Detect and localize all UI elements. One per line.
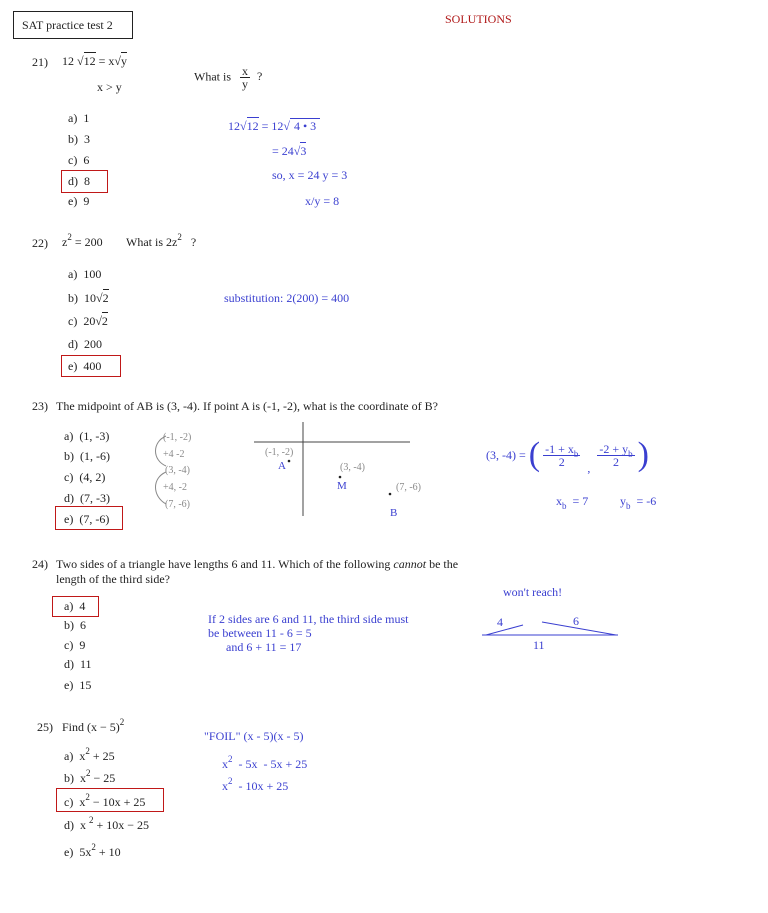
- question-number: 24): [32, 557, 48, 571]
- choice-a[interactable]: a) 4: [64, 599, 86, 613]
- q21-solution-line-4: x/y = 8: [305, 194, 340, 208]
- choice-e[interactable]: e) 400: [68, 359, 102, 373]
- test-title: SAT practice test 2: [22, 18, 113, 32]
- midpoint-formula: (3, -4) = ( $\frac{-1 + x_b}{2}$ , $\frac{-2 + y_b}{2}$ ): [486, 436, 649, 475]
- triangle-caption: won't reach!: [503, 585, 563, 599]
- left-paren: (: [528, 436, 541, 473]
- fraction-y: $\frac{-2 + y_b}{2}$: [599, 441, 633, 469]
- question-number: 23): [32, 399, 48, 413]
- correct-answer-box: [61, 355, 121, 377]
- choice-b[interactable]: b) 10√2: [68, 291, 109, 305]
- solutions-label: SOLUTIONS: [445, 12, 512, 26]
- q22-equation: $z^2 = 200$: [62, 232, 103, 249]
- point-m-label: M: [337, 480, 347, 492]
- point-a-coord: (-1, -2): [265, 447, 294, 458]
- radical-icon: √: [96, 291, 103, 305]
- fraction-x: $\frac{-1 + x_b}{2}$: [545, 441, 579, 469]
- question-number: 22): [32, 236, 48, 250]
- radical-icon: √: [77, 54, 84, 68]
- q21-equation: 12 √12 = x√y: [62, 54, 127, 68]
- q25-solution-line-1: "FOIL" (x - 5)(x - 5): [204, 729, 304, 743]
- choice-b[interactable]: b) $x^2 - 25$: [64, 768, 116, 785]
- fraction: $\frac{x}{y}$: [242, 64, 248, 91]
- choice-c[interactable]: c) $x^2 - 10x + 25$: [64, 792, 146, 809]
- q24-line-2: length of the third side?: [56, 572, 170, 586]
- step-line: (7, -6): [165, 499, 190, 510]
- radical-icon: √: [293, 144, 301, 158]
- choice-b[interactable]: b) 6: [64, 618, 86, 632]
- q24-solution-line-3: and 6 + 11 = 17: [226, 640, 302, 654]
- radical-icon: √: [240, 119, 247, 133]
- point-b-label: B: [390, 507, 398, 519]
- correct-answer-box: [56, 788, 164, 812]
- correct-answer-box: [61, 170, 108, 193]
- step-line: +4 -2: [163, 449, 185, 460]
- triangle-side-left: 4: [497, 615, 503, 629]
- xb-result: $x_b = 7$: [556, 494, 589, 511]
- q21-condition: x > y: [97, 80, 122, 94]
- q22-solution: substitution: 2(200) = 400: [224, 291, 350, 305]
- step-line: +4, -2: [163, 482, 187, 493]
- radical-icon: √: [283, 119, 290, 133]
- q21-solution-line-3: so, x = 24 y = 3: [272, 168, 348, 182]
- choice-d[interactable]: d) (7, -3): [64, 491, 110, 505]
- step-line: (3, -4): [165, 465, 190, 476]
- choice-e[interactable]: e) 9: [68, 194, 90, 208]
- q21-solution-line-1: 12√12 = 12√ 4 • 3: [228, 120, 320, 132]
- choice-b[interactable]: b) (1, -6): [64, 449, 110, 463]
- choice-b[interactable]: b) 3: [68, 132, 90, 146]
- question-number: 25): [37, 720, 53, 734]
- q24-solution-line-2: be between 11 - 6 = 5: [208, 626, 312, 640]
- correct-answer-box: [55, 506, 123, 530]
- q23-question: The midpoint of AB is (3, -4). If point A is (-1, -2), what is the coordinate of B?: [56, 399, 438, 413]
- correct-answer-box: [52, 596, 99, 617]
- choice-e[interactable]: e) (7, -6): [64, 512, 110, 526]
- q22-prompt: What is $2z^2$ ?: [126, 232, 197, 249]
- yb-result: $y_b = -6$: [620, 494, 657, 511]
- q25-prompt: Find $(x - 5)^2$: [62, 717, 125, 734]
- step-line: (-1, -2): [163, 432, 192, 443]
- point-m-coord: (3, -4): [340, 462, 365, 473]
- q25-solution-line-2: $x^2 - 5x - 5x + 25$: [222, 754, 308, 771]
- point-b-coord: (7, -6): [396, 482, 421, 493]
- choice-a[interactable]: a) $x^2 + 25$: [64, 746, 115, 763]
- q25-solution-line-3: $x^2 - 10x + 25$: [222, 776, 289, 793]
- question-number: 21): [32, 55, 48, 69]
- q21-solution-line-2: = 24√3: [272, 144, 307, 158]
- choice-c[interactable]: c) (4, 2): [64, 470, 106, 484]
- choice-d[interactable]: d) 200: [68, 337, 102, 351]
- radical-icon: √: [114, 54, 121, 68]
- choice-a[interactable]: a) (1, -3): [64, 429, 110, 443]
- choice-c[interactable]: c) 20√2: [68, 314, 108, 328]
- triangle-base: 11: [533, 638, 545, 652]
- right-paren: ): [637, 436, 649, 473]
- choice-e[interactable]: e) 15: [64, 678, 92, 692]
- choice-e[interactable]: e) $5x^2 + 10$: [64, 842, 121, 859]
- choice-c[interactable]: c) 9: [64, 638, 86, 652]
- point-a-label: A: [278, 460, 286, 472]
- triangle-side-right: 6: [573, 614, 579, 628]
- choice-d[interactable]: d) 8: [68, 174, 90, 188]
- choice-a[interactable]: a) 1: [68, 111, 90, 125]
- q21-prompt: What is $\frac{x}{y}$ ?: [194, 64, 263, 91]
- coordinate-axes: [250, 420, 420, 520]
- choice-d[interactable]: d) x $^2$ + 10x − 25: [64, 815, 150, 832]
- q24-line-1: Two sides of a triangle have lengths 6 and 11. Which of the following cannot be the: [56, 557, 459, 571]
- radical-icon: √: [95, 314, 102, 328]
- choice-d[interactable]: d) 11: [64, 657, 92, 671]
- q24-solution-line-1: If 2 sides are 6 and 11, the third side must: [208, 612, 409, 626]
- choice-a[interactable]: a) 100: [68, 267, 102, 281]
- choice-c[interactable]: c) 6: [68, 153, 90, 167]
